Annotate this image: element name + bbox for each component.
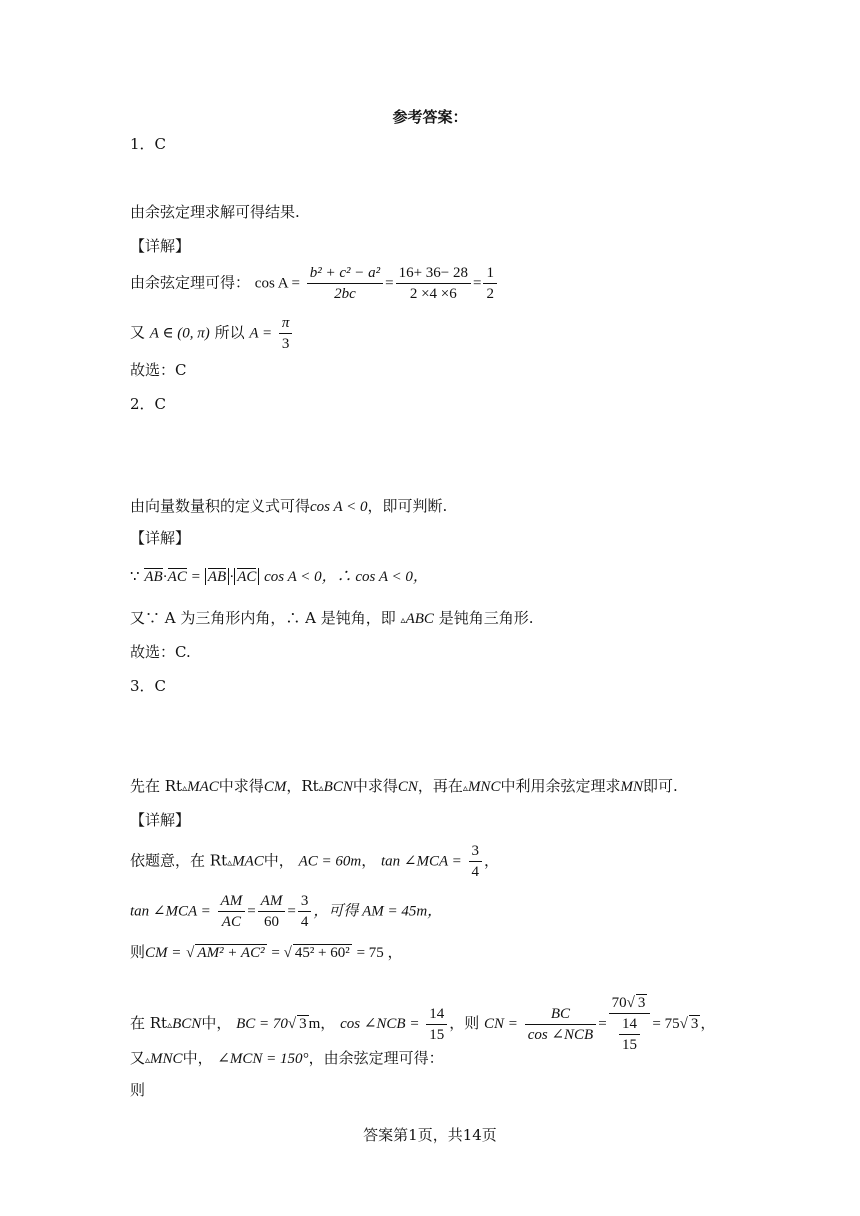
q3-line-2: tan ∠MCA = $\frac{AM}{AC}$ = $\frac{AM}{60}$ = $\frac{3}{4}$ ，可得 AM = 45m，: [130, 893, 443, 930]
q3-analysis-1: 先在 Rt: [130, 777, 183, 795]
triangle-icon: ▵: [145, 1055, 151, 1066]
q2-tri-abc: ABC: [405, 611, 434, 627]
q3-l2-am: AM: [218, 892, 246, 912]
q1-pi-over-3: [279, 314, 293, 353]
q1-frac1-den: 2bc: [334, 286, 356, 302]
q1-frac2-num: 16+ 36− 28: [396, 264, 471, 284]
q3-tri-mnc: MNC: [467, 779, 501, 795]
q3-nested-fraction: $\frac{70√ 3}{\frac{14}{15}}$: [609, 994, 651, 1054]
q1-frac3-num: 1: [483, 264, 497, 284]
q3-l4-m: m，: [308, 1016, 336, 1032]
q3-line-1: 依题意，在 Rt▵MAC中， AC = 60m， tan ∠MCA = $\frac{3}{4}$ ，: [130, 843, 500, 880]
q3-l5-angle: ∠MCN = 150°: [217, 1051, 309, 1067]
q2-detail-tag: 【详解】: [130, 529, 191, 547]
q2-line2-a: 又∵ A 为三角形内角，∴ A 是钝角，即: [130, 609, 396, 627]
q3-cn: CN: [397, 779, 418, 795]
q3-l3-sqrt2: 45² + 60²: [294, 945, 350, 961]
q3-analysis: [130, 776, 678, 799]
q3-l1-tan: tan ∠MCA =: [381, 853, 462, 870]
q3-l1-4: 4: [471, 864, 480, 880]
q1-fraction-2: [396, 264, 471, 303]
q1-frac3-den: 2: [486, 286, 494, 302]
q3-l3-cm: CM =: [145, 945, 182, 961]
q3-l2-three-quarters: [298, 892, 312, 931]
q3-l4-tri: BCN: [172, 1016, 202, 1032]
q3-l2-am-2: AM: [258, 892, 286, 912]
q3-analysis-5: ，再在: [417, 777, 463, 795]
q3-l1-tri: MAC: [232, 853, 264, 870]
q3-l4-sqrt3-b: 3: [637, 995, 646, 1011]
q3-l4-15-b: 15: [622, 1037, 638, 1053]
q3-l2-4: 4: [300, 914, 309, 930]
q3-l4-then: ，则: [449, 1014, 480, 1032]
triangle-icon: ▵: [227, 857, 233, 869]
q3-detail-tag: 【详解】: [130, 811, 191, 829]
q3-mn: MN: [620, 779, 643, 795]
q3-line-4: 在 Rt▵BCN中， BC = 70√ 3 m， cos ∠NCB = $\frac{14}{15}$ ，则 CN = $\frac{BC}{\text{cos ∠NCB}}$ = $\frac{70√ 3}{\frac{14}{15}}$ = 75√ 3 ，: [130, 995, 716, 1053]
q1-line1-prefix: 由余弦定理可得：: [130, 273, 251, 292]
q2-abs-ac: AC: [237, 569, 257, 585]
q2-vector-line: ∵ AB·AC = AB · AC cos A < 0，∴ cos A < 0，: [130, 567, 428, 585]
q3-l3-sqrt1: AM² + AC²: [197, 945, 265, 961]
q3-l1-b: 中，: [263, 851, 294, 870]
q2-vec-ab: AB: [144, 569, 163, 585]
q1-detail-tag: 【详解】: [130, 237, 191, 255]
q3-l2-60: 60: [264, 914, 279, 930]
q3-l5-a: 又: [130, 1049, 146, 1067]
q3-l4-70: 70: [611, 995, 627, 1011]
q2-answer: 故选：C.: [130, 643, 191, 661]
q3-l1-3: 3: [469, 842, 483, 862]
q3-bc-over-cos: [525, 1005, 597, 1044]
q3-l5-b: 中，: [182, 1049, 213, 1067]
q1-pi: π: [279, 314, 293, 334]
q3-l4-sqrt3-c: 3: [690, 1016, 699, 1032]
q3-l5-c: ，由余弦定理可得：: [308, 1049, 444, 1067]
q2-obtuse-line: [130, 608, 533, 631]
q3-l5-tri: MNC: [150, 1051, 183, 1067]
q2-abs-ab: AB: [207, 569, 227, 585]
page-footer: 答案第1页，共14页: [363, 1126, 497, 1144]
q3-l1-ac: AC = 60m: [298, 853, 362, 870]
q1-fraction-1: [307, 264, 383, 303]
q3-l4-bcnum: BC: [525, 1005, 597, 1025]
q3-l1-a: 依题意，在 Rt: [130, 851, 228, 870]
q1-line2-a: 又: [130, 323, 146, 342]
q2-analysis-a: 由向量数量积的定义式可得: [130, 497, 311, 515]
q2-number: 2．C: [130, 395, 167, 413]
q3-14-15: [426, 1005, 447, 1044]
q2-vec-ac: AC: [167, 569, 187, 585]
q3-analysis-2: 中求得: [218, 777, 264, 795]
q2-analysis-expr: cos A < 0: [310, 499, 368, 515]
q2-because: ∵: [130, 567, 140, 585]
q2-analysis-b: ，即可判断.: [367, 497, 448, 515]
q1-answer: 故选：C: [130, 361, 187, 379]
q2-analysis: [130, 496, 447, 517]
q2-therefore: ，∴ cos A < 0，: [321, 569, 428, 585]
q3-am-60: [258, 892, 286, 931]
q3-number: 3．C: [130, 677, 167, 695]
q3-l2-ac: AC: [221, 914, 241, 930]
q3-l2-tan: tan ∠MCA =: [130, 903, 211, 920]
q1-frac1-num: b² + c² − a²: [307, 264, 383, 284]
q3-l2-result: ，可得 AM = 45m，: [313, 903, 443, 920]
q3-analysis-4: 中求得: [352, 777, 398, 795]
q3-l4-14-b: 14: [619, 1015, 640, 1035]
triangle-icon: ▵: [182, 783, 188, 794]
q1-cos-a: cos A =: [254, 275, 300, 292]
q3-l4-14: 14: [426, 1005, 447, 1025]
q3-analysis-3: ，Rt: [286, 777, 319, 795]
q1-frac2-den: 2 ×4 ×6: [409, 286, 457, 302]
q2-line1-expr: cos A < 0: [264, 569, 322, 585]
q3-tri-bcn: BCN: [323, 779, 353, 795]
page-title: 参考答案：: [392, 108, 468, 126]
q3-am-ac: [218, 892, 246, 931]
q1-analysis: 由余弦定理求解可得结果.: [130, 203, 300, 221]
q3-line-3: 则CM = √ AM² + AC² = √ 45² + 60² = 75 ，: [130, 943, 403, 961]
q3-tri-mac: MAC: [187, 779, 219, 795]
q2-line2-b: 是钝角三角形.: [438, 609, 534, 627]
q3-analysis-7: 即可.: [642, 777, 678, 795]
q3-l3-a: 则: [130, 943, 146, 961]
q3-l2-3: 3: [298, 892, 312, 912]
q1-number: 1．C: [130, 135, 167, 153]
q3-l4-bc: BC = 70: [236, 1016, 288, 1032]
q3-l4-res: = 75: [652, 1016, 680, 1032]
q1-fraction-3: [483, 264, 497, 303]
triangle-icon: ▵: [167, 1020, 173, 1031]
q3-cm: CM: [263, 779, 287, 795]
q3-l4-a: 在 Rt: [130, 1014, 168, 1032]
q3-analysis-6: 中利用余弦定理求: [500, 777, 621, 795]
q1-a-eq: A =: [249, 325, 273, 342]
q1-equation-line: 由余弦定理可得： cos A = $\frac{\text{b² + c² − a²}}{2bc}$ = $\frac{16+ 36- 28}{2 \times 4 \times 6}$ = $\frac{1}{2}$: [130, 264, 499, 303]
triangle-icon: ▵: [318, 783, 324, 794]
q3-l3-res: = 75 ，: [356, 945, 403, 961]
q1-range-line: [130, 314, 294, 353]
q3-l4-cos: cos ∠NCB =: [340, 1016, 420, 1032]
triangle-icon: ▵: [462, 783, 468, 794]
q3-line-5: [130, 1048, 444, 1071]
q3-line-6: 则: [130, 1081, 146, 1099]
q1-line2-b: 所以: [214, 323, 245, 342]
q3-three-quarters: [469, 842, 483, 881]
q3-l4-cosden: cos ∠NCB: [527, 1026, 594, 1043]
q3-l4-cn: CN =: [484, 1016, 518, 1032]
q3-l4-b: 中，: [201, 1014, 232, 1032]
q1-interval: A ∈ (0, π): [149, 325, 210, 342]
q3-l4-15: 15: [429, 1026, 445, 1043]
triangle-icon: ▵: [400, 615, 406, 626]
q3-l4-sqrt3: 3: [299, 1016, 307, 1032]
q1-three: 3: [281, 336, 290, 352]
